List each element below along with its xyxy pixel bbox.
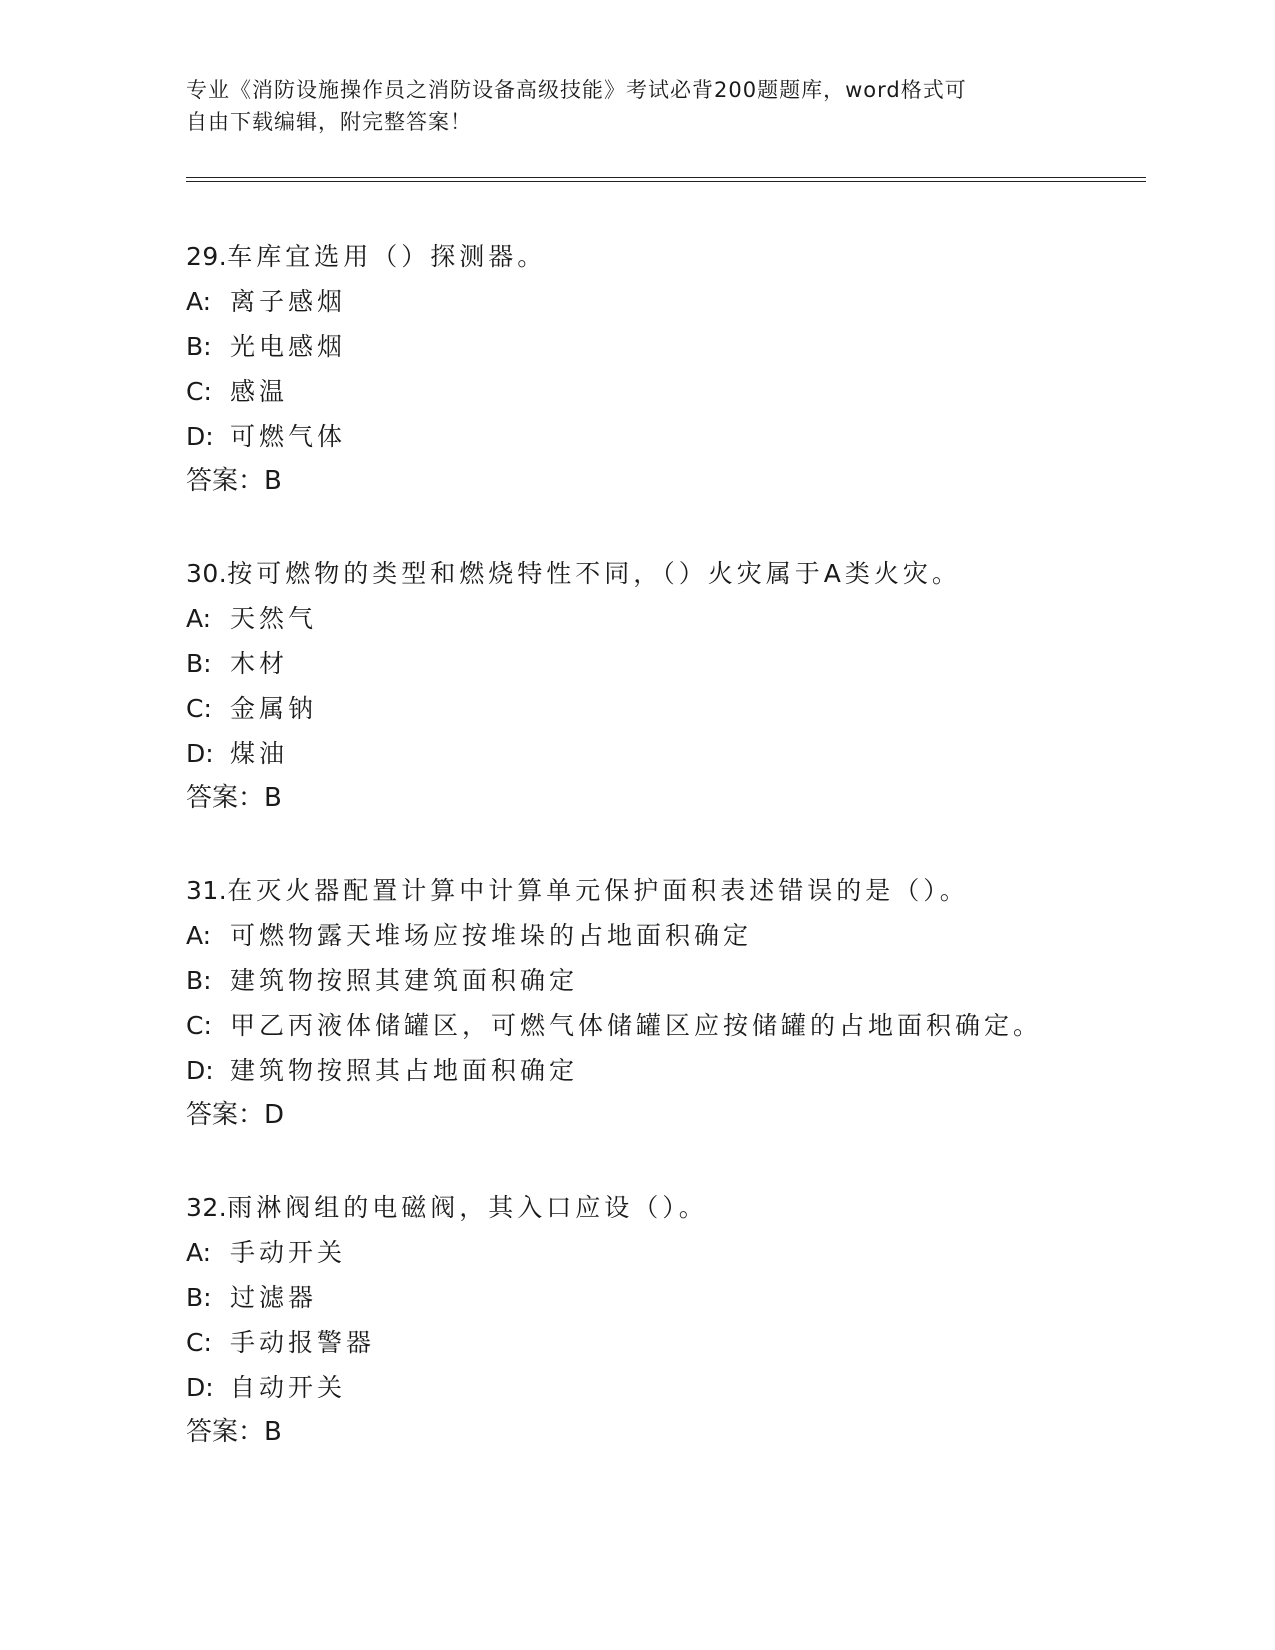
option-d <box>186 414 1146 459</box>
option-text: 手动报警器 <box>230 1328 376 1357</box>
header-divider-bottom <box>186 181 1146 182</box>
answer-label: 答案： <box>186 1417 265 1447</box>
question-32 <box>186 1185 1146 1455</box>
option-key: A: <box>186 1238 212 1267</box>
option-key: C: <box>186 377 212 406</box>
header-divider-top <box>186 177 1146 178</box>
option-text: 木材 <box>230 649 289 678</box>
answer-value: B <box>264 1417 282 1447</box>
option-text: 可燃气体 <box>230 422 347 451</box>
question-number: 30. <box>186 559 228 588</box>
option-text: 建筑物按照其占地面积确定 <box>230 1056 579 1085</box>
option-b <box>186 641 1146 686</box>
option-text: 自动开关 <box>230 1373 347 1402</box>
option-key: C: <box>186 1011 212 1040</box>
question-text: 在灭火器配置计算中计算单元保护面积表述错误的是（）。 <box>227 876 969 905</box>
option-b <box>186 324 1146 369</box>
question-30 <box>186 551 1146 821</box>
option-a <box>186 596 1146 641</box>
option-text: 金属钠 <box>230 694 318 723</box>
option-key: D: <box>186 1056 214 1085</box>
option-a <box>186 279 1146 324</box>
option-key: D: <box>186 739 214 768</box>
option-key: C: <box>186 694 212 723</box>
option-key: A: <box>186 604 212 633</box>
option-text: 离子感烟 <box>230 287 347 316</box>
option-key: B: <box>186 332 212 361</box>
question-31 <box>186 868 1146 1138</box>
document-header <box>186 74 1066 138</box>
option-text: 手动开关 <box>230 1238 347 1267</box>
option-c <box>186 686 1146 731</box>
option-text: 光电感烟 <box>230 332 347 361</box>
option-key: D: <box>186 1373 214 1402</box>
answer-value: B <box>264 466 282 496</box>
question-text: 车库宜选用（）探测器。 <box>227 242 547 271</box>
option-text: 天然气 <box>230 604 318 633</box>
option-key: B: <box>186 966 212 995</box>
header-line-2: 自由下载编辑，附完整答案！ <box>186 110 472 134</box>
option-key: A: <box>186 287 212 316</box>
question-stem <box>186 234 1146 279</box>
option-text: 煤油 <box>230 739 289 768</box>
option-key: B: <box>186 1283 212 1312</box>
option-c <box>186 369 1146 414</box>
question-number: 29. <box>186 242 228 271</box>
option-key: B: <box>186 649 212 678</box>
option-key: D: <box>186 422 214 451</box>
answer-line <box>186 1093 1146 1138</box>
question-stem <box>186 1185 1146 1230</box>
option-text: 甲乙丙液体储罐区，可燃气体储罐区应按储罐的占地面积确定。 <box>230 1011 1043 1040</box>
option-a <box>186 913 1146 958</box>
option-text: 建筑物按照其建筑面积确定 <box>230 966 579 995</box>
option-c <box>186 1320 1146 1365</box>
option-b <box>186 958 1146 1003</box>
question-stem <box>186 551 1146 596</box>
answer-line <box>186 776 1146 821</box>
option-c <box>186 1003 1146 1048</box>
answer-value: B <box>264 783 282 813</box>
question-29 <box>186 234 1146 504</box>
answer-line <box>186 1410 1146 1455</box>
question-number: 32. <box>186 1193 228 1222</box>
option-key: C: <box>186 1328 212 1357</box>
header-line-1: 专业《消防设施操作员之消防设备高级技能》考试必背200题题库，word格式可 <box>186 78 967 102</box>
option-text: 过滤器 <box>230 1283 318 1312</box>
question-text: 雨淋阀组的电磁阀，其入口应设（）。 <box>227 1193 708 1222</box>
option-d <box>186 731 1146 776</box>
answer-value: D <box>264 1100 285 1130</box>
option-d <box>186 1365 1146 1410</box>
answer-label: 答案： <box>186 466 265 496</box>
question-number: 31. <box>186 876 228 905</box>
answer-label: 答案： <box>186 1100 265 1130</box>
answer-label: 答案： <box>186 783 265 813</box>
option-b <box>186 1275 1146 1320</box>
answer-line <box>186 459 1146 504</box>
option-key: A: <box>186 921 212 950</box>
question-text: 按可燃物的类型和燃烧特性不同，（）火灾属于A类火灾。 <box>227 559 961 588</box>
question-list <box>186 234 1146 1502</box>
option-a <box>186 1230 1146 1275</box>
option-d <box>186 1048 1146 1093</box>
question-stem <box>186 868 1146 913</box>
option-text: 感温 <box>230 377 289 406</box>
option-text: 可燃物露天堆场应按堆垛的占地面积确定 <box>230 921 753 950</box>
